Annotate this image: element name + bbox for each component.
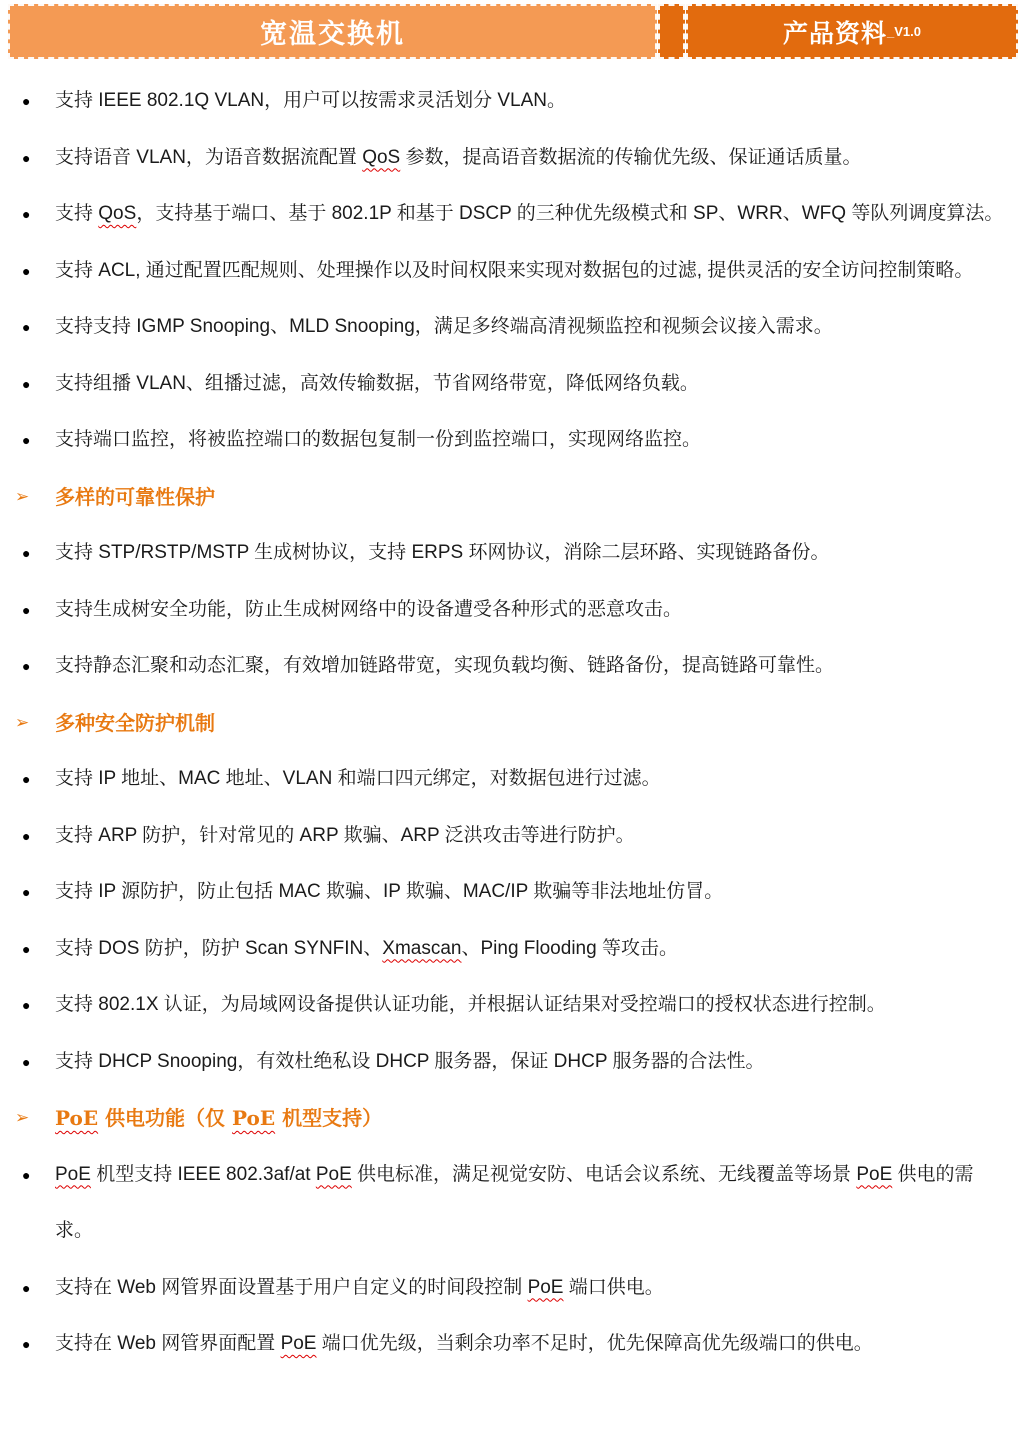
dot-bullet-icon: ● <box>22 658 31 674</box>
feature-item <box>0 299 1008 356</box>
doc-label: 产品资料 <box>783 19 888 48</box>
section-heading-text: PoE 供电功能（仅 PoE 机型支持） <box>55 1106 383 1130</box>
section-heading-text: 多种安全防护机制 <box>55 710 215 735</box>
arrow-bullet-icon: ➢ <box>15 1108 30 1128</box>
feature-text: 支持在 Web 网管界面设置基于用户自定义的时间段控制 PoE 端口供电。 <box>55 1276 664 1298</box>
section-heading-text: 多样的可靠性保护 <box>55 484 215 509</box>
dot-bullet-icon: ● <box>22 1166 31 1183</box>
feature-text: 支持语音 VLAN，为语音数据流配置 QoS 参数，提高语音数据流的传输优先级、保证通话质量。 <box>55 146 862 168</box>
feature-item <box>0 1260 1008 1317</box>
spellcheck-underlined-word: PoE <box>856 1163 893 1185</box>
dot-bullet-icon: ● <box>22 771 31 787</box>
feature-text: 支持静态汇聚和动态汇聚，有效增加链路带宽，实现负载均衡、链路备份，提高链路可靠性。 <box>55 655 835 676</box>
dot-bullet-icon: ● <box>22 319 31 335</box>
dot-bullet-icon: ● <box>22 1279 31 1296</box>
spellcheck-underlined-word: PoE <box>280 1333 317 1354</box>
feature-text: 支持组播 VLAN、组播过滤，高效传输数据，节省网络带宽，降低网络负载。 <box>55 372 699 394</box>
feature-list <box>0 59 1026 1373</box>
feature-item <box>0 243 1008 300</box>
dot-bullet-icon: ● <box>22 940 31 957</box>
feature-text: 支持 QoS，支持基于端口、基于 802.1P 和基于 DSCP 的三种优先级模式和 SP、WRR、WFQ 等队列调度算法。 <box>55 203 1004 224</box>
feature-item <box>0 356 1008 413</box>
feature-text: 支持 DOS 防护，防护 Scan SYNFIN、Xmascan、Ping Flooding 等攻击。 <box>55 937 678 959</box>
feature-item <box>0 525 1008 582</box>
feature-item <box>0 582 1008 639</box>
feature-item <box>0 751 1008 808</box>
spellcheck-underlined-word: PoE <box>55 1163 91 1185</box>
feature-item <box>0 130 1008 187</box>
feature-text: 支持 DHCP Snooping，有效杜绝私设 DHCP 服务器，保证 DHCP 服务器的合法性。 <box>55 1050 765 1072</box>
spellcheck-underlined-word: QoS <box>98 203 137 224</box>
feature-item <box>0 921 1008 978</box>
feature-item <box>0 1147 1008 1260</box>
feature-item <box>0 808 1008 865</box>
arrow-bullet-icon: ➢ <box>15 486 30 507</box>
product-title: 宽温交换机 <box>260 19 405 49</box>
doc-version: _V1.0 <box>887 24 921 39</box>
feature-item <box>0 73 1008 130</box>
feature-text: 支持 ACL, 通过配置匹配规则、处理操作以及时间权限来实现对数据包的过滤, 提供灵活的安全访问控制策略。 <box>55 259 974 281</box>
header-spacer-cell <box>658 4 685 59</box>
feature-item <box>0 1034 1008 1091</box>
dot-bullet-icon: ● <box>22 997 31 1013</box>
dot-bullet-icon: ● <box>22 884 31 900</box>
feature-item <box>0 864 1008 921</box>
feature-text: 支持端口监控，将被监控端口的数据包复制一份到监控端口，实现网络监控。 <box>55 429 702 450</box>
feature-item <box>0 977 1008 1034</box>
spellcheck-underlined-word: PoE <box>55 1106 99 1130</box>
spellcheck-underlined-word: PoE <box>527 1276 564 1298</box>
feature-text: 支持支持 IGMP Snooping、MLD Snooping，满足多终端高清视频监控和视频会议接入需求。 <box>55 316 833 337</box>
dot-bullet-icon: ● <box>22 93 31 109</box>
feature-text: PoE 机型支持 IEEE 802.3af/at PoE 供电标准，满足视觉安防、电话会议系统、无线覆盖等场景 PoE 供电的需求。 <box>55 1163 974 1241</box>
dot-bullet-icon: ● <box>22 375 31 392</box>
page-header <box>8 4 1018 59</box>
feature-text: 支持 IP 地址、MAC 地址、VLAN 和端口四元绑定，对数据包进行过滤。 <box>55 768 661 789</box>
dot-bullet-icon: ● <box>22 149 31 166</box>
dot-bullet-icon: ● <box>22 1336 31 1352</box>
datasheet-page <box>0 4 1026 1437</box>
feature-text: 支持在 Web 网管界面配置 PoE 端口优先级，当剩余功率不足时，优先保障高优先级端口的供电。 <box>55 1333 873 1354</box>
section-heading <box>0 1090 1008 1147</box>
spellcheck-underlined-word: PoE <box>315 1163 352 1185</box>
feature-text: 支持 802.1X 认证，为局域网设备提供认证功能，并根据认证结果对受控端口的授权状态进行控制。 <box>55 994 886 1015</box>
feature-item <box>0 1316 1008 1373</box>
dot-bullet-icon: ● <box>22 545 31 561</box>
spellcheck-underlined-word: PoE <box>232 1106 276 1130</box>
feature-text: 支持 IEEE 802.1Q VLAN，用户可以按需求灵活划分 VLAN。 <box>55 90 567 111</box>
dot-bullet-icon: ● <box>22 206 31 222</box>
dot-bullet-icon: ● <box>22 432 31 448</box>
section-heading <box>0 469 1008 526</box>
feature-text: 支持 IP 源防护，防止包括 MAC 欺骗、IP 欺骗、MAC/IP 欺骗等非法地址仿冒。 <box>55 881 724 902</box>
spellcheck-underlined-word: QoS <box>362 146 401 168</box>
arrow-bullet-icon: ➢ <box>15 712 30 733</box>
feature-item <box>0 638 1008 695</box>
dot-bullet-icon: ● <box>22 262 31 279</box>
feature-item <box>0 412 1008 469</box>
feature-text: 支持 STP/RSTP/MSTP 生成树协议，支持 ERPS 环网协议，消除二层环路、实现链路备份。 <box>55 542 830 563</box>
dot-bullet-icon: ● <box>22 601 31 618</box>
dot-bullet-icon: ● <box>22 827 31 844</box>
header-title-cell <box>8 4 657 59</box>
spellcheck-underlined-word: Xmascan <box>382 937 462 959</box>
feature-item <box>0 186 1008 243</box>
header-doc-cell <box>686 4 1018 59</box>
feature-text: 支持生成树安全功能，防止生成树网络中的设备遭受各种形式的恶意攻击。 <box>55 598 683 620</box>
dot-bullet-icon: ● <box>22 1053 31 1070</box>
feature-text: 支持 ARP 防护，针对常见的 ARP 欺骗、ARP 泛洪攻击等进行防护。 <box>55 824 635 846</box>
section-heading <box>0 695 1008 752</box>
